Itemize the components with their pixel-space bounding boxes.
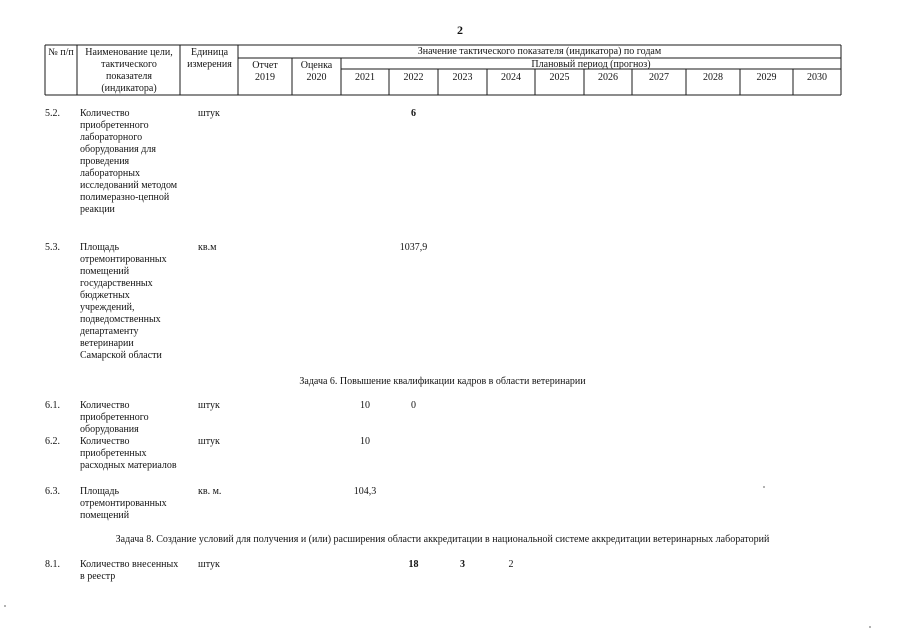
row-5-2-value-2022: 6 <box>411 108 416 119</box>
header-year-2021: 2021 <box>355 72 375 83</box>
header-unit-column: Единица измерения <box>187 47 232 70</box>
row-8-1-value-2023: 3 <box>460 559 465 570</box>
row-6-2-number: 6.2. <box>45 436 60 447</box>
header-year-2022: 2022 <box>403 72 424 83</box>
row-5-2-number: 5.2. <box>45 108 60 119</box>
row-6-2-value-2021: 10 <box>360 436 370 447</box>
row-5-3-name: Площадь отремонтированных помещений государственных бюджетных учреждений, подведомственных департаменту ветеринарии Самарской области <box>80 242 167 361</box>
row-6-3-value-2021: 104,3 <box>353 486 377 497</box>
header-year-2029: 2029 <box>756 72 777 83</box>
task-8-heading: Задача 8. Создание условий для получения и (или) расширения области аккредитации в национальной системе аккредитации ветеринарных лабораторий <box>115 534 770 545</box>
header-estimate-label: Оценка <box>300 60 333 71</box>
row-5-3-value-2022: 1037,9 <box>399 242 428 253</box>
page-number: 2 <box>457 23 463 37</box>
header-year-2026: 2026 <box>598 72 618 83</box>
row-6-3-name: Площадь отремонтированных помещений <box>80 486 167 521</box>
header-year-2023: 2023 <box>452 72 473 83</box>
header-year-2027: 2027 <box>649 72 669 83</box>
row-6-2-unit: штук <box>198 436 220 447</box>
header-year-2030: 2030 <box>807 72 827 83</box>
row-6-1-unit: штук <box>198 400 220 411</box>
row-6-1-name: Количество приобретенного оборудования <box>80 400 149 435</box>
row-8-1-unit: штук <box>198 559 220 570</box>
header-year-2024: 2024 <box>501 72 521 83</box>
row-5-2-name: Количество приобретенного лабораторного оборудования для проведения лабораторных исследований методом полимеразно-цепной реакции <box>80 108 178 215</box>
row-8-1-name: Количество внесенных в реестр <box>80 559 179 582</box>
scan-speck <box>763 486 765 488</box>
header-report-year: 2019 <box>255 72 275 83</box>
row-6-2-name: Количество приобретенных расходных материалов <box>80 436 177 471</box>
row-8-1-number: 8.1. <box>45 559 60 570</box>
row-6-1-number: 6.1. <box>45 400 60 411</box>
row-5-3-unit: кв.м <box>198 242 217 253</box>
header-plan-period: Плановый период (прогноз) <box>531 59 651 70</box>
scan-speck <box>869 626 871 628</box>
row-8-1-value-2024: 2 <box>508 559 514 570</box>
task-6-heading: Задача 6. Повышение квалификации кадров в области ветеринарии <box>299 376 586 387</box>
row-6-1-value-2022: 0 <box>411 400 416 411</box>
scan-speck <box>4 605 6 607</box>
header-values-column: Значение тактического показателя (индикатора) по годам <box>417 46 662 57</box>
row-6-1-value-2021: 10 <box>360 400 370 411</box>
row-5-3-number: 5.3. <box>45 242 60 253</box>
header-report-label: Отчет <box>252 60 278 71</box>
row-8-1-value-2022: 18 <box>408 559 419 570</box>
header-name-column: Наименование цели, тактического показателя (индикатора) <box>85 47 173 94</box>
header-estimate-year: 2020 <box>306 72 327 83</box>
header-year-2025: 2025 <box>549 72 570 83</box>
row-5-2-unit: штук <box>198 108 220 119</box>
row-6-3-number: 6.3. <box>45 486 60 497</box>
row-6-3-unit: кв. м. <box>198 486 222 497</box>
header-number-column: № п/п <box>48 47 74 58</box>
header-year-2028: 2028 <box>703 72 723 83</box>
